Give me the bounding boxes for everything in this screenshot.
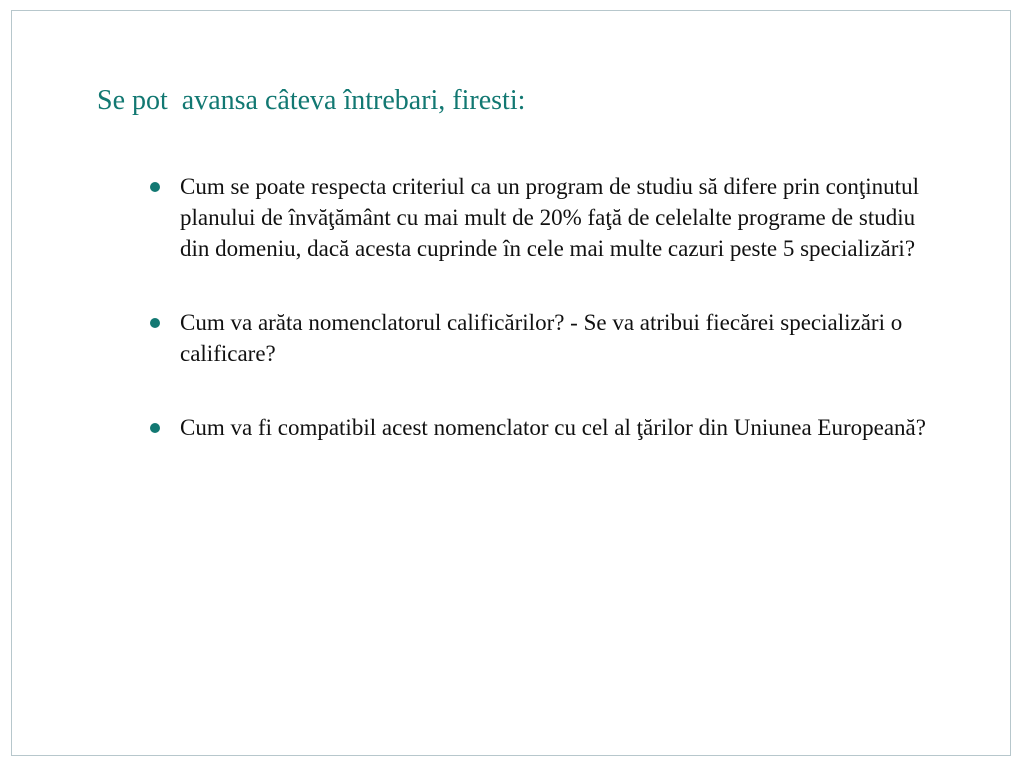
bullet-text: Cum va arăta nomenclatorul calificărilor? - Se va atribui fiecărei specializări o calificare?	[180, 310, 903, 366]
bullet-item	[147, 307, 947, 369]
bullet-dot-icon	[150, 318, 160, 328]
slide-title: Se pot avansa câteva întrebari, firesti:	[97, 85, 526, 116]
slide	[11, 10, 1011, 756]
bullet-dot-icon	[150, 423, 160, 433]
bullet-text: Cum se poate respecta criteriul ca un program de studiu să difere prin conţinutul planului de învăţământ cu mai mult de 20% faţă de celelalte programe de studiu din domeniu, dacă acesta cuprinde în cele mai multe cazuri peste 5 specializări?	[180, 174, 919, 261]
bullet-item	[147, 412, 947, 443]
bullet-dot-icon	[150, 182, 160, 192]
bullet-list	[147, 171, 947, 443]
bullet-item	[147, 171, 947, 264]
bullet-text: Cum va fi compatibil acest nomenclator cu cel al ţărilor din Uniunea Europeană?	[180, 415, 926, 440]
